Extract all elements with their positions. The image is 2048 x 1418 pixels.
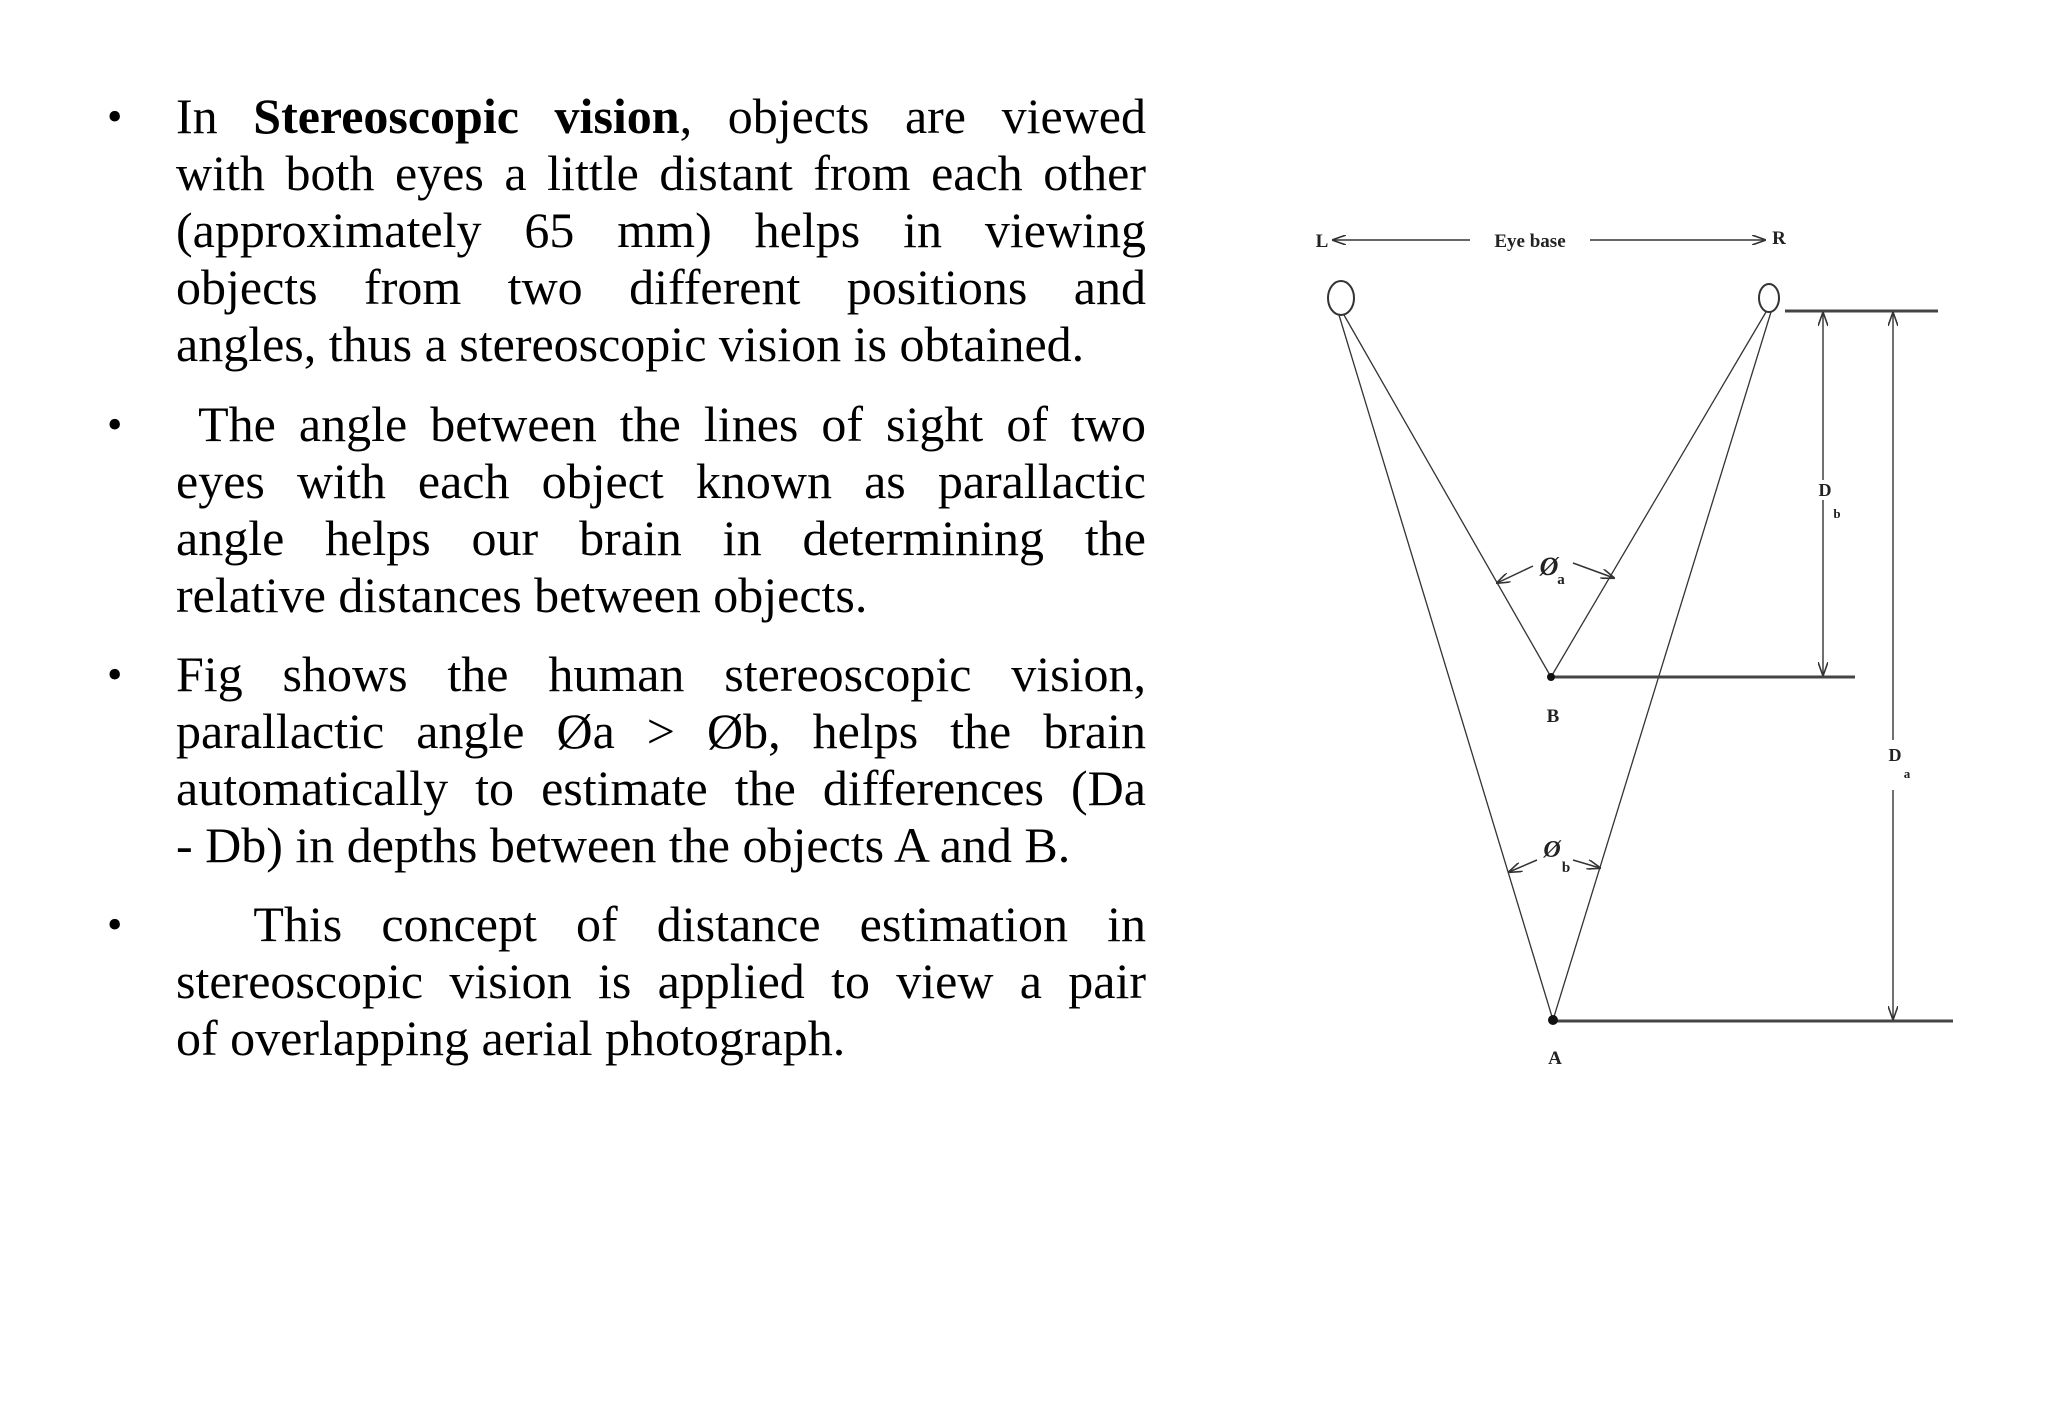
stereoscopic-vision-diagram [1290, 200, 1990, 1100]
angle-b-arrow-right [1573, 860, 1600, 868]
sight-line-right-to-b [1551, 312, 1766, 677]
bullet-line: (approximately 65 mm) helps in viewing [176, 202, 1146, 258]
point-b-label: B [1546, 706, 1560, 727]
bullet-marker: • [107, 900, 123, 949]
angle-b-arrow-left [1509, 860, 1537, 872]
eye-base-label: Eye base [1494, 231, 1566, 252]
bullet-line: stereoscopic vision is applied to view a pair [176, 953, 1146, 1009]
sight-line-right-to-a [1553, 312, 1771, 1020]
bullet-line: eyes with each object known as parallactic [176, 453, 1146, 509]
bullet-line: objects from two different positions and [176, 259, 1146, 315]
dimension-db-label: D [1818, 480, 1832, 500]
right-eye-label: R [1772, 228, 1786, 249]
point-a [1548, 1015, 1558, 1025]
bullet-line: relative distances between objects. [176, 567, 868, 623]
sight-line-left-to-b [1344, 315, 1551, 677]
bullet-line: This concept of distance estimation in [176, 896, 1146, 952]
angle-a-subscript: a [1557, 572, 1565, 588]
bullet-line: Fig shows the human stereoscopic vision, [176, 646, 1146, 702]
bullet-line: - Db) in depths between the objects A and B. [176, 817, 1071, 873]
point-a-label: A [1548, 1048, 1562, 1069]
dimension-da-subscript: a [1903, 766, 1911, 781]
bullet-line: automatically to estimate the differences (Da [176, 760, 1146, 816]
bullet-line: with both eyes a little distant from each other [176, 145, 1146, 201]
bullet-line: angle helps our brain in determining the [176, 510, 1146, 566]
right-eye-circle [1759, 284, 1779, 312]
bullet-line: of overlapping aerial photograph. [176, 1010, 846, 1066]
bold-term: Stereoscopic vision [253, 88, 680, 144]
bullet-marker: • [107, 650, 123, 699]
dimension-da-label: D [1888, 745, 1902, 765]
angle-a-symbol: Ø [1539, 552, 1559, 581]
bullet-marker: • [107, 92, 123, 141]
bullet-line: In Stereoscopic vision, objects are viewed [176, 88, 1146, 144]
angle-b-subscript: b [1561, 860, 1571, 876]
dimension-db-subscript: b [1833, 506, 1841, 521]
point-b [1547, 673, 1555, 681]
bullet-line: angles, thus a stereoscopic vision is obtained. [176, 316, 1085, 372]
bullet-line: parallactic angle Øa > Øb, helps the brain [176, 703, 1146, 759]
bullet-marker: • [107, 400, 123, 449]
left-eye-circle [1328, 281, 1354, 315]
bullet-line: The angle between the lines of sight of two [176, 396, 1146, 452]
angle-a-arrow-left [1497, 566, 1533, 583]
angle-a-arrow-right [1573, 563, 1614, 578]
angle-b-symbol: Ø [1543, 837, 1561, 863]
left-eye-label: L [1315, 231, 1329, 252]
sight-line-left-to-a [1339, 315, 1553, 1020]
